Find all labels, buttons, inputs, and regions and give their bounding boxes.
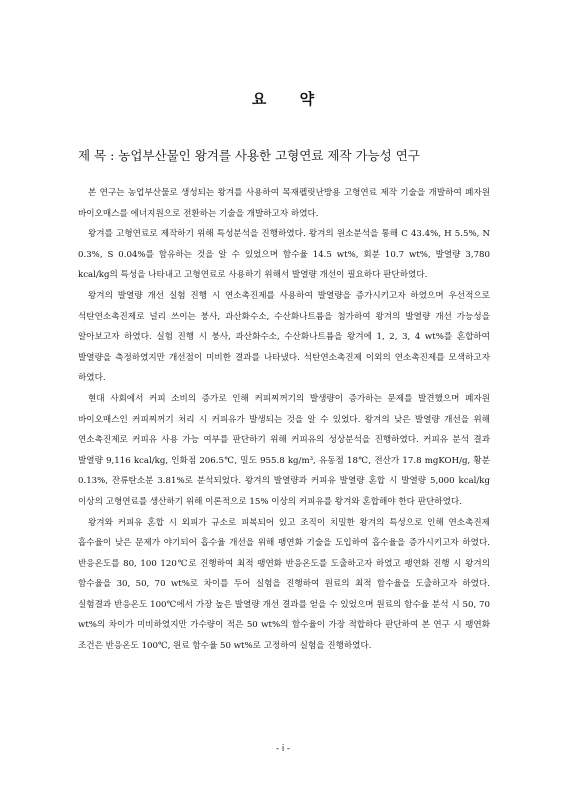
abstract-body: [78, 183, 490, 657]
paragraph-4: 현대 사회에서 커피 소비의 증가로 인해 커피찌꺼기의 발생량이 증가하는 문제를 발견했으며 폐자원 바이오매스인 커피찌꺼기 처리 시 커피유가 발생되는 것을 알 수 있었다. 왕겨의 낮은 발열량 개선을 위해 연소촉진제로 커피유 사용 가능 여부를 판단하기 위해 커피유의 성상분석을 진행하였다. 커피유 분석 결과 발열량 9,116 kcal/kg, 인화점 206.5℃, 밀도 955.8 kg/m³, 유동점 18℃, 전산가 17.8 mgKOH/g, 황분 0.13%, 잔류탄소분 3.81%로 분석되었다. 왕겨의 발열량과 커피유 발열량 혼합 시 발열량 5,000 kcal/kg 이상의 고형연료를 생산하기 위해 이론적으로 15% 이상의 커피유를 왕겨와 혼합해야 한다 판단하였다.: [78, 393, 490, 507]
summary-heading: 요 약: [251, 90, 329, 108]
page-number: - i -: [276, 744, 290, 754]
paragraph-2: 왕겨를 고형연료로 제작하기 위해 특성분석을 진행하였다. 왕겨의 원소분석을 통해 C 43.4%, H 5.5%, N 0.3%, S 0.04%를 함유하는 것을 알 수 있었으며 함수율 14.5 wt%, 회분 10.7 wt%, 발열량 3,780 kcal/kg의 특성을 나타내고 고형연료로 사용하기 위해서 발열량 개선이 필요하다 판단하였다.: [78, 229, 490, 281]
paragraph-3: 왕겨의 발열량 개선 실험 진행 시 연소촉진제를 사용하여 발열량을 증가시키고자 하였으며 우선적으로 석탄연소촉진제로 널리 쓰이는 붕사, 과산화수소, 수산화나트륨을 첨가하여 왕겨의 발열량 개선 가능성을 알아보고자 하였다. 실험 진행 시 붕사, 과산화수소, 수산화나트륨을 왕겨에 1, 2, 3, 4 wt%를 혼합하여 발열량을 측정하였지만 개선점이 미비한 결과를 나타냈다. 석탄연소촉진제 이외의 연소촉진제를 모색하고자 하였다.: [78, 290, 490, 384]
paragraph-5: 왕겨와 커피유 혼합 시 외피가 규소로 피복되어 있고 조직이 치밀한 왕겨의 특성으로 인해 연소촉진제 흡수율이 낮은 문제가 야기되어 흡수율 개선을 위해 팽연화 기술을 도입하여 흡수율을 증가시키고자 하였다. 반응온도를 80, 100 120℃로 진행하여 최적 팽연화 반응온도를 도출하고자 하였고 팽연화 진행 시 왕겨의 함수율을 30, 50, 70 wt%로 차이를 두어 실험을 진행하여 원료의 최적 함수율을 도출하고자 하였다. 실험결과 반응온도 100℃에서 가장 높은 발열량 개선 결과를 얻을 수 있었으며 원료의 함수율 분석 시 50, 70 wt%의 차이가 미비하였지만 가수량이 적은 50 wt%의 함수율이 가장 적합하다 판단하여 본 연구 시 팽연화 조건은 반응온도 100℃, 원료 함수율 50 wt%로 고정하여 실험을 진행하였다.: [78, 517, 490, 652]
document-title: 제 목 : 농업부산물인 왕겨를 사용한 고형연료 제작 가능성 연구: [78, 148, 420, 163]
paragraph-1: 본 연구는 농업부산물로 생성되는 왕겨를 사용하여 목재펠릿난방용 고형연료 제작 기술을 개발하여 폐자원 바이오매스를 에너지원으로 전환하는 기술을 개발하고자 하였다.: [78, 188, 490, 219]
